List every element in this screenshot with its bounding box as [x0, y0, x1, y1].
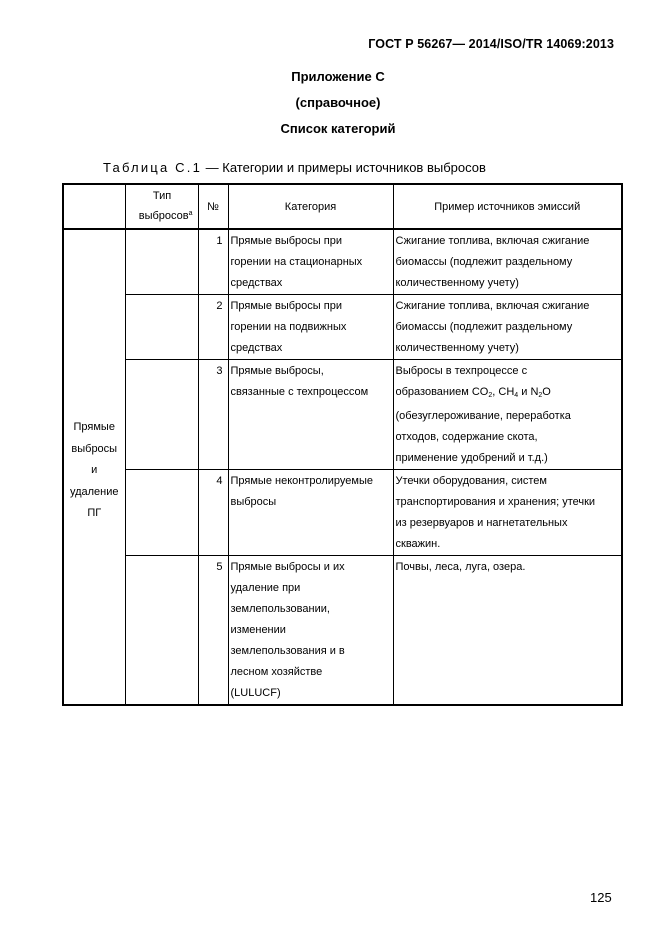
table-row [63, 470, 622, 556]
table-caption [103, 160, 486, 175]
category-line: связанные с техпроцессом [230, 386, 369, 398]
example-line: количественному учету) [395, 342, 519, 354]
header-type-footnote: а [188, 210, 193, 217]
table-row [63, 360, 622, 470]
group-line: выбросы [71, 442, 118, 455]
example-cell [393, 229, 622, 295]
example-cell [393, 470, 622, 556]
table-row [63, 295, 622, 360]
category-line: Прямые выбросы при [230, 300, 342, 312]
example-line: из резервуаров и нагнетательных [395, 517, 568, 529]
header-number: № [198, 184, 228, 229]
header-category: Категория [228, 184, 393, 229]
category-line: Прямые выбросы, [230, 365, 324, 377]
formula-subscript: 2 [538, 392, 543, 399]
row-number: 1 [198, 229, 228, 295]
example-line: Утечки оборудования, систем [395, 475, 547, 487]
caption-text: Категории и примеры источников выбросов [222, 160, 486, 175]
example-line: Почвы, леса, луга, озера. [395, 561, 526, 573]
formula-subscript: 2 [488, 392, 493, 399]
category-cell [228, 229, 393, 295]
category-line: землепользования и в [230, 645, 345, 657]
example-cell [393, 556, 622, 706]
emission-type-cell [125, 556, 198, 706]
example-line: биомассы (подлежит раздельному [395, 256, 573, 268]
group-line: ПГ [87, 507, 102, 520]
category-cell [228, 556, 393, 706]
example-line: биомассы (подлежит раздельному [395, 321, 573, 333]
example-formula-line [396, 382, 620, 406]
category-line: средствах [230, 342, 283, 354]
category-line: выбросы [230, 496, 277, 508]
category-line: лесном хозяйстве [230, 666, 323, 678]
page-number: 125 [590, 890, 612, 905]
example-line: скважин. [395, 538, 441, 550]
row-number: 3 [198, 360, 228, 470]
table-label: Таблица С.1 [103, 160, 203, 175]
category-line: Прямые выбросы и их [230, 561, 345, 573]
category-cell [228, 295, 393, 360]
header-emission-type [125, 184, 198, 229]
formula-subscript: 4 [514, 392, 519, 399]
row-number: 5 [198, 556, 228, 706]
categories-table [62, 183, 623, 706]
example-cell [393, 295, 622, 360]
group-line: и [91, 464, 98, 477]
example-line: (обезуглероживание, переработка [395, 410, 571, 422]
emission-type-cell [125, 295, 198, 360]
group-direct-emissions [63, 229, 125, 705]
appendix-type: (справочное) [295, 95, 381, 110]
table-row [63, 556, 622, 706]
document-header: ГОСТ Р 56267— 2014/ISO/TR 14069:2013 [368, 37, 614, 51]
appendix-title: Приложение С [291, 69, 385, 84]
formula-text: , CH [492, 386, 515, 398]
category-line: удаление при [230, 582, 301, 594]
example-line: Сжигание топлива, включая сжигание [395, 235, 590, 247]
header-group-cell [63, 184, 125, 229]
example-line: Сжигание топлива, включая сжигание [395, 300, 590, 312]
formula-text: O [542, 386, 551, 398]
header-example: Пример источников эмиссий [393, 184, 622, 229]
header-type-line2 [126, 205, 193, 225]
category-line: горении на подвижных [230, 321, 347, 333]
header-type-line1: Тип [152, 190, 172, 202]
group-line: Прямые [73, 421, 115, 434]
caption-dash: — [205, 160, 219, 175]
example-line: Выбросы в техпроцессе с [395, 365, 528, 377]
emission-type-cell [125, 470, 198, 556]
group-line: удаление [69, 485, 119, 498]
header-type-word: выбросов [138, 210, 189, 222]
table-header-row [63, 184, 622, 229]
category-line: Прямые выбросы при [230, 235, 342, 247]
example-line: применение удобрений и т.д.) [395, 452, 548, 464]
category-cell [228, 470, 393, 556]
emission-type-cell [125, 360, 198, 470]
emission-type-cell [125, 229, 198, 295]
formula-text: образованием CO [395, 386, 489, 398]
table-row [63, 229, 622, 295]
example-cell [393, 360, 622, 470]
category-line: (LULUCF) [230, 687, 281, 699]
list-title: Список категорий [280, 121, 396, 136]
row-number: 4 [198, 470, 228, 556]
category-line: Прямые неконтролируемые [230, 475, 373, 487]
category-line: изменении [230, 624, 286, 636]
example-line: транспортирования и хранения; утечки [395, 496, 596, 508]
category-line: горении на стационарных [230, 256, 363, 268]
category-line: средствах [230, 277, 283, 289]
example-line: отходов, содержание скота, [395, 431, 538, 443]
row-number: 2 [198, 295, 228, 360]
category-cell [228, 360, 393, 470]
formula-text: и N [518, 386, 539, 398]
example-line: количественному учету) [395, 277, 519, 289]
category-line: землепользовании, [230, 603, 330, 615]
